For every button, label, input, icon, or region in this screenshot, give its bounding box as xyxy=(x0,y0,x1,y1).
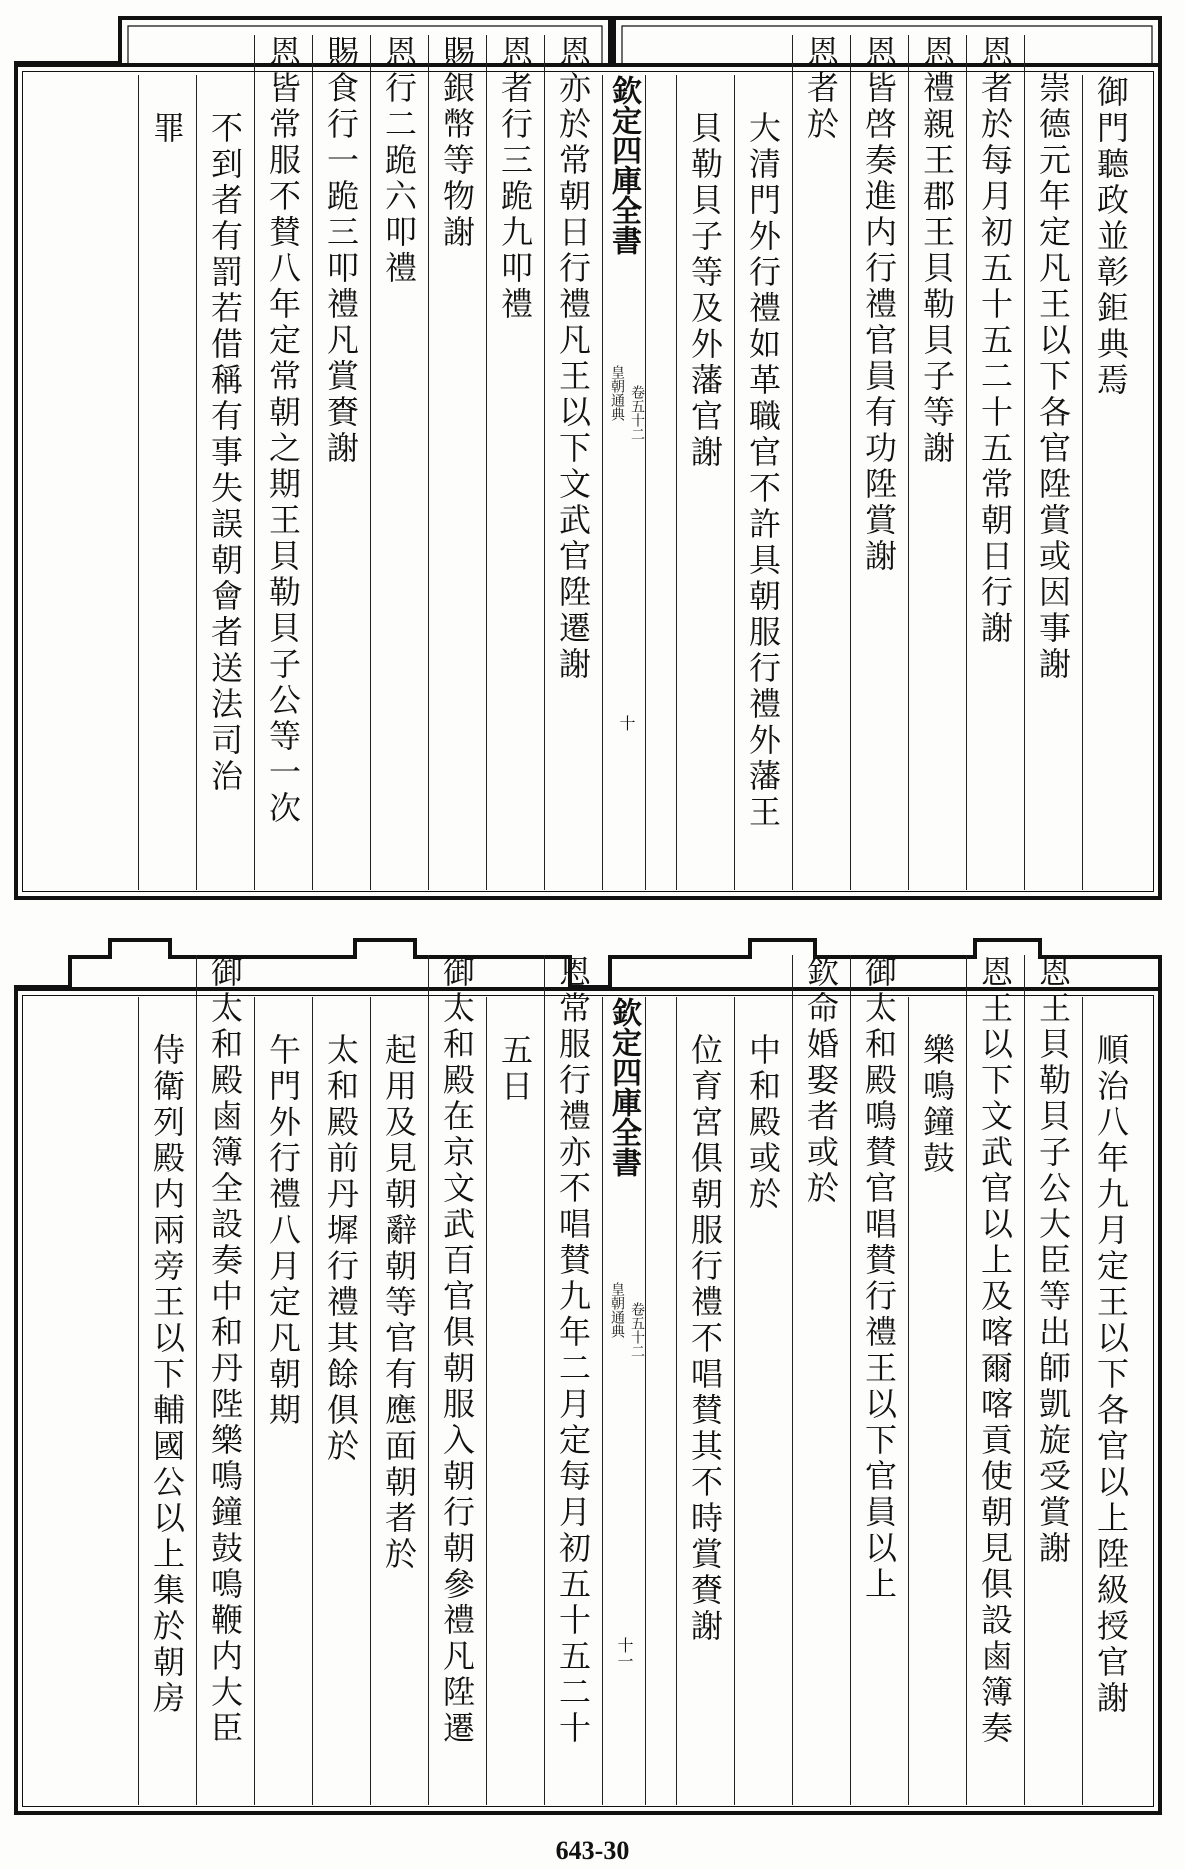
text-column: 欽命婚娶者或於 xyxy=(792,955,850,1805)
text-column: 起用及見朝辭朝等官有應面朝者於 xyxy=(370,997,428,1805)
center-gutter xyxy=(602,75,646,890)
text-column: 恩王貝勒貝子公大臣等出師凱旋受賞謝 xyxy=(1024,955,1082,1805)
text-column: 恩皆啓奏進内行禮官員有功陞賞謝 xyxy=(850,35,908,890)
text-column: 恩皆常服不賛八年定常朝之期王貝勒貝子公等一次 xyxy=(254,35,312,890)
text-column: 大清門外行禮如革職官不許具朝服行禮外藩王 xyxy=(734,75,792,890)
text-column: 賜食行一跪三叩禮凡賞賚謝 xyxy=(312,35,370,890)
leaf-number: 十 xyxy=(617,715,636,731)
text-column: 午門外行禮八月定凡朝期 xyxy=(254,997,312,1805)
text-column: 御太和殿在京文武百官俱朝服入朝行朝參禮凡陞遷 xyxy=(428,955,486,1805)
text-column: 御門聽政並彰鉅典焉 xyxy=(1082,75,1140,890)
text-column: 罪 xyxy=(138,75,196,890)
source-title: 皇朝通典 xyxy=(609,365,625,421)
volume-label: 卷五十二 xyxy=(629,385,645,441)
text-column: 恩者於每月初五十五二十五常朝日行謝 xyxy=(966,35,1024,890)
bottom-page xyxy=(10,935,1166,1815)
text-column: 御太和殿鳴賛官唱賛行禮王以下官員以上 xyxy=(850,955,908,1805)
text-column: 恩者於 xyxy=(792,35,850,890)
text-column: 恩者行三跪九叩禮 xyxy=(486,35,544,890)
text-column: 恩行二跪六叩禮 xyxy=(370,35,428,890)
center-gutter xyxy=(602,997,646,1805)
text-column: 恩常服行禮亦不唱賛九年二月定每月初五十五二十 xyxy=(544,955,602,1805)
top-page xyxy=(10,15,1166,900)
text-column: 太和殿前丹墀行禮其餘俱於 xyxy=(312,997,370,1805)
text-column: 不到者有罰若借稱有事失誤朝會者送法司治 xyxy=(196,75,254,890)
text-column: 恩亦於常朝日行禮凡王以下文武官陞遷謝 xyxy=(544,35,602,890)
library-title: 欽定四庫全書 xyxy=(606,997,641,1177)
text-column: 御太和殿鹵簿全設奏中和丹陛樂鳴鐘鼓鳴鞭内大臣 xyxy=(196,955,254,1805)
leaf-number: 十一 xyxy=(615,1637,634,1669)
text-column: 恩禮親王郡王貝勒貝子等謝 xyxy=(908,35,966,890)
text-column: 恩王以下文武官以上及喀爾喀貢使朝見俱設鹵簿奏 xyxy=(966,955,1024,1805)
text-column: 崇德元年定凡王以下各官陞賞或因事謝 xyxy=(1024,35,1082,890)
volume-label: 卷五十二 xyxy=(629,1302,645,1358)
source-title: 皇朝通典 xyxy=(609,1282,625,1338)
text-column: 侍衛列殿内兩旁王以下輔國公以上集於朝房 xyxy=(138,997,196,1805)
page-number: 643-30 xyxy=(555,1836,630,1865)
text-column: 位育宮俱朝服行禮不唱賛其不時賞賚謝 xyxy=(676,997,734,1805)
text-column: 五日 xyxy=(486,997,544,1805)
text-column: 中和殿或於 xyxy=(734,997,792,1805)
text-column: 樂鳴鐘鼓 xyxy=(908,997,966,1805)
text-column: 順治八年九月定王以下各官以上陞級授官謝 xyxy=(1082,997,1140,1805)
text-column: 賜銀幣等物謝 xyxy=(428,35,486,890)
text-column: 貝勒貝子等及外藩官謝 xyxy=(676,75,734,890)
library-title: 欽定四庫全書 xyxy=(606,75,641,255)
